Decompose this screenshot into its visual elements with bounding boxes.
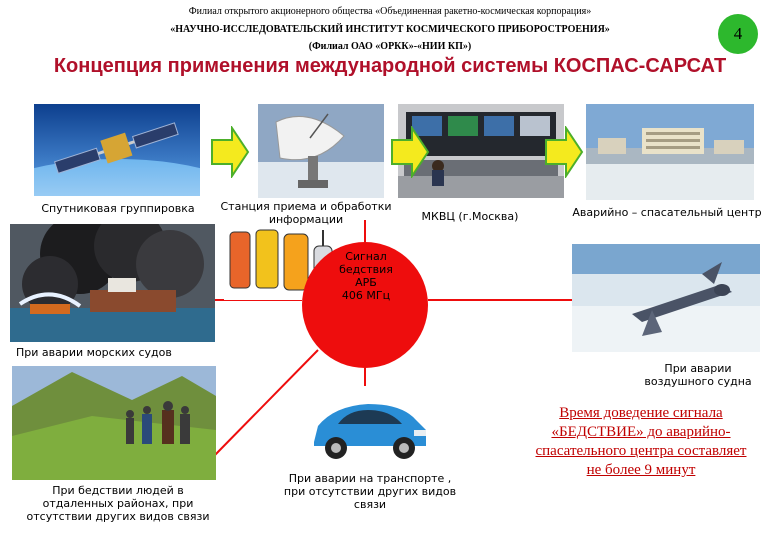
arrow-3-icon xyxy=(544,126,584,178)
arrow-2-icon xyxy=(390,126,430,178)
slide-title: Концепция применения международной системы КОСПАС-САРСАТ xyxy=(53,55,727,77)
rescue-center-image xyxy=(586,104,754,200)
antenna-image xyxy=(258,104,384,198)
sea-accident-image xyxy=(10,224,215,342)
signal-line-4: 406 МГц xyxy=(341,289,391,302)
signal-line-2: бедствия xyxy=(339,263,393,276)
car-image xyxy=(304,386,434,468)
caption-rescue-center: Аварийно – спасательный центр xyxy=(572,206,762,219)
timing-line-1: Время доведение сигнала xyxy=(559,405,723,421)
caption-transport: При аварии на транспорте , при отсутствии других видов связи xyxy=(283,472,457,511)
hikers-image xyxy=(12,366,216,480)
org-line-3: (Филиал ОАО «ОРКК»-«НИИ КП») xyxy=(308,41,472,52)
timing-line-2: «БЕДСТВИЕ» до аварийно- xyxy=(551,424,731,440)
timing-note xyxy=(515,404,767,480)
distress-signal-label xyxy=(333,250,399,302)
satellite-image xyxy=(34,104,200,196)
caption-station: Станция приема и обработки информации xyxy=(220,200,392,226)
link-to-people xyxy=(215,350,318,455)
caption-people: При бедствии людей в отдаленных районах, при отсутствии других видов связи xyxy=(26,484,210,523)
signal-line-1: Сигнал xyxy=(345,250,387,263)
page-number-badge: 4 xyxy=(718,14,758,54)
air-accident-image xyxy=(572,244,760,352)
caption-sea: При аварии морских судов xyxy=(16,346,172,359)
caption-air: При аварии воздушного судна xyxy=(644,362,752,388)
timing-line-4: не более 9 минут xyxy=(586,462,696,478)
caption-mkvc: МКВЦ (г.Москва) xyxy=(421,210,519,223)
org-line-2: «НАУЧНО-ИССЛЕДОВАТЕЛЬСКИЙ ИНСТИТУТ КОСМИЧЕСКОГО ПРИБОРОСТРОЕНИЯ» xyxy=(170,24,610,35)
caption-satellites: Спутниковая группировка xyxy=(41,202,195,215)
timing-line-3: спасательного центра составляет xyxy=(535,443,747,459)
arrow-1-icon xyxy=(210,126,250,178)
signal-line-3: АРБ xyxy=(355,276,377,289)
org-line-1: Филиал открытого акционерного общества «Объединенная ракетно-космическая корпорация» xyxy=(188,6,592,17)
